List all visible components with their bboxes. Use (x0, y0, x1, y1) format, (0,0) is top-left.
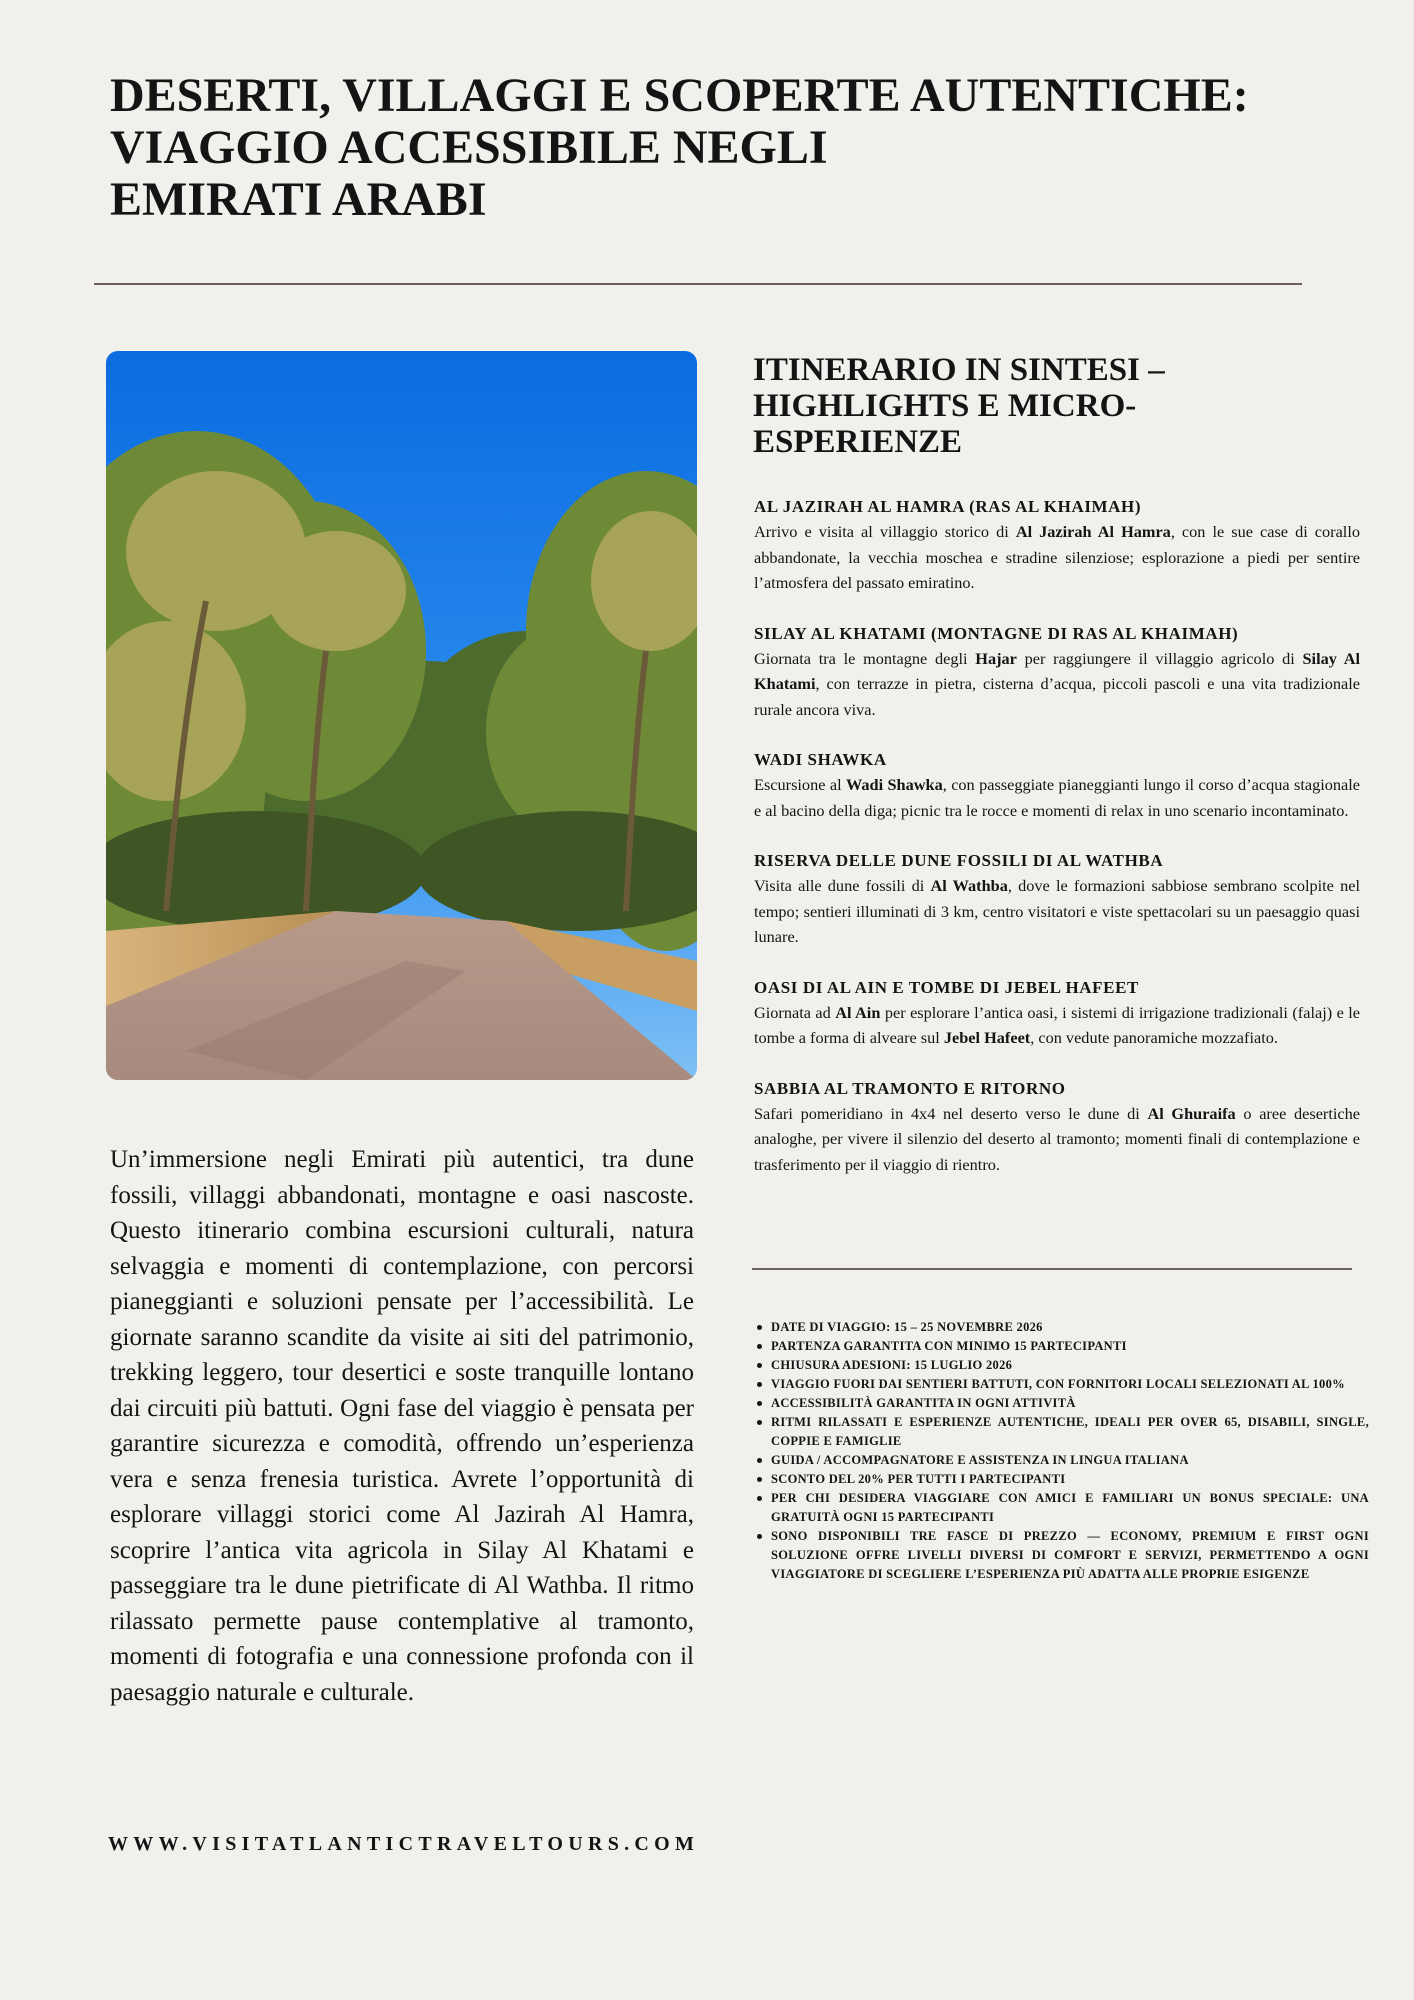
highlight-text: Giornata ad Al Ain per esplorare l’antica oasi, i sistemi di irrigazione tradizionali (falaj) e le tombe a forma di alveare sul Jebel Hafeet, con vedute panoramiche mozzafiato. (754, 1002, 1360, 1047)
highlight-item (754, 1076, 1360, 1178)
trip-info-list (754, 1318, 1369, 1584)
highlight-title: SILAY AL KHATAMI (MONTAGNE DI RAS AL KHAIMAH) (754, 623, 1239, 643)
title-line: EMIRATI ARABI (110, 173, 487, 226)
itinerary-title (753, 352, 1313, 460)
itinerary-title-line: ESPERIENZE (753, 424, 963, 460)
highlight-item (754, 975, 1360, 1051)
info-item: VIAGGIO FUORI DAI SENTIERI BATTUTI, CON FORNITORI LOCALI SELEZIONATI AL 100% (771, 1375, 1369, 1394)
title-line: VIAGGIO ACCESSIBILE NEGLI (110, 121, 828, 174)
info-item: SCONTO DEL 20% PER TUTTI I PARTECIPANTI (771, 1470, 1369, 1489)
info-item: GUIDA / ACCOMPAGNATORE E ASSISTENZA IN LINGUA ITALIANA (771, 1451, 1369, 1470)
info-item: DATE DI VIAGGIO: 15 – 25 NOVEMBRE 2026 (771, 1318, 1369, 1337)
palm-grove-photo (106, 351, 697, 1080)
info-item: CHIUSURA ADESIONI: 15 LUGLIO 2026 (771, 1356, 1369, 1375)
itinerary-highlights (754, 494, 1360, 1202)
title-line: DESERTI, VILLAGGI E SCOPERTE AUTENTICHE: (110, 69, 1249, 122)
page-title (110, 70, 1330, 226)
highlight-text: Visita alle dune fossili di Al Wathba, dove le formazioni sabbiose sembrano scolpite nel tempo; sentieri illuminati di 3 km, centro visitatori e viste spettacolari su un paesaggio quasi lunare. (754, 876, 1360, 946)
highlight-text: Arrivo e visita al villaggio storico di Al Jazirah Al Hamra, con le sue case di corallo abbandonate, la vecchia moschea e stradine silenziose; esplorazione a piedi per sentire l’atmosfera del passato emiratino. (754, 522, 1360, 592)
highlight-title: RISERVA DELLE DUNE FOSSILI DI AL WATHBA (754, 851, 1164, 870)
info-item: SONO DISPONIBILI TRE FASCE DI PREZZO — ECONOMY, PREMIUM E FIRST OGNI SOLUZIONE OFFRE LIVELLI DIVERSI DI COMFORT E SERVIZI, PERMETTENDO A OGNI VIAGGIATORE DI SCEGLIERE L’ESPERIENZA PIÙ ADATTA ALLE PROPRIE ESIGENZE (771, 1527, 1369, 1584)
info-item: ACCESSIBILITÀ GARANTITA IN OGNI ATTIVITÀ (771, 1394, 1369, 1413)
highlight-title: AL JAZIRAH AL HAMRA (RAS AL KHAIMAH) (754, 497, 1142, 516)
highlight-item (754, 747, 1360, 823)
itinerary-title-line: HIGHLIGHTS E MICRO- (753, 388, 1137, 424)
itinerary-title-line: ITINERARIO IN SINTESI – (753, 352, 1165, 388)
highlight-item (754, 848, 1360, 950)
highlight-title: SABBIA AL TRAMONTO E RITORNO (754, 1078, 1066, 1098)
info-item: RITMI RILASSATI E ESPERIENZE AUTENTICHE, IDEALI PER OVER 65, DISABILI, SINGLE, COPPIE E FAMIGLIE (771, 1413, 1369, 1451)
website-link[interactable]: WWW.VISITATLANTICTRAVELTOURS.COM (108, 1833, 700, 1855)
highlight-text: Safari pomeridiano in 4x4 nel deserto verso le dune di Al Ghuraifa o aree desertiche analoghe, per vivere il silenzio del deserto al tramonto; momenti finali di contemplazione e trasferimento per il viaggio di rientro. (754, 1103, 1360, 1174)
info-item: PER CHI DESIDERA VIAGGIARE CON AMICI E FAMILIARI UN BONUS SPECIALE: UNA GRATUITÀ OGNI 15 PARTECIPANTI (771, 1489, 1369, 1527)
highlight-item (754, 494, 1360, 596)
info-item: PARTENZA GARANTITA CON MINIMO 15 PARTECIPANTI (771, 1337, 1369, 1356)
highlight-title: WADI SHAWKA (754, 750, 887, 769)
highlight-text: Escursione al Wadi Shawka, con passeggiate pianeggianti lungo il corso d’acqua stagionale e al bacino della diga; picnic tra le rocce e momenti di relax in uno scenario incontaminato. (754, 775, 1360, 820)
header-divider (94, 283, 1302, 285)
highlight-text: Giornata tra le montagne degli Hajar per raggiungere il villaggio agricolo di Silay Al Khatami, con terrazze in pietra, cisterna d’acqua, piccoli pascoli e una vita tradizionale rurale ancora viva. (754, 648, 1360, 719)
intro-paragraph: Un’immersione negli Emirati più autentici, tra dune fossili, villaggi abbandonati, montagne e oasi nascoste. Questo itinerario combina escursioni culturali, natura selvaggia e momenti di contemplazione, con percorsi pianeggianti e soluzioni pensate per l’accessibilità. Le giornate saranno scandite da visite ai siti del patrimonio, trekking leggero, tour desertici e soste tranquille lontano dai circuiti più battuti. Ogni fase del viaggio è pensata per garantire sicurezza e comodità, offrendo un’esperienza vera e senza frenesia turistica. Avrete l’opportunità di esplorare villaggi storici come Al Jazirah Al Hamra, scoprire l’antica vita agricola in Silay Al Khatami e passeggiare tra le dune pietrificate di Al Wathba. Il ritmo rilassato permette pause contemplative al tramonto, momenti di fotografia e una connessione profonda con il paesaggio naturale e culturale. (110, 1146, 694, 1706)
highlight-item (754, 621, 1360, 723)
highlight-title: OASI DI AL AIN E TOMBE DI JEBEL HAFEET (754, 977, 1139, 997)
section-divider (752, 1268, 1352, 1270)
